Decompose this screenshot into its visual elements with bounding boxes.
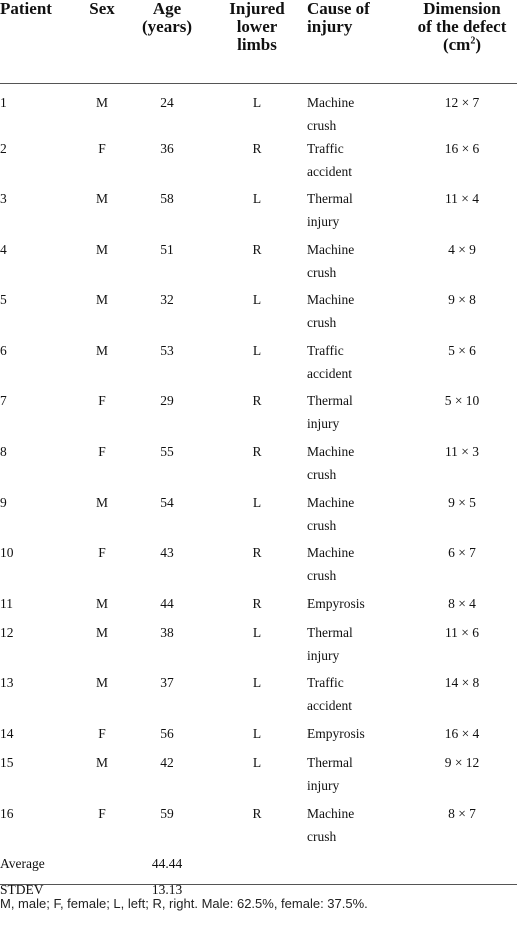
cell-patient: 14 [0,726,14,742]
cell-patient: 4 [0,241,7,257]
cause-line2: injury [307,416,340,432]
cell-patient: 13 [0,675,14,691]
cause-line1: Machine [307,545,355,561]
cell-age: 42 [160,755,174,771]
average-row-label: Average [0,856,45,872]
cell-sex: F [98,393,106,409]
cause-line1: Thermal [307,755,353,771]
cell-age: 32 [160,292,174,308]
cell-limb: L [252,624,262,640]
table-row [0,137,517,188]
cell-cause [307,802,407,853]
cell-sex: F [98,726,106,742]
header-row [0,0,517,83]
average-row-cause [307,852,407,878]
table-row [0,541,517,592]
cell-limb: L [252,675,262,691]
header-dim-line2: of the defect [417,17,507,36]
header-cause [307,0,407,83]
cell-age: 54 [160,494,174,510]
table-footnote: M, male; F, female; L, left; R, right. Male: 62.5%, female: 37.5%. [0,896,368,911]
table-row [0,339,517,390]
cell-age: 43 [160,545,174,561]
cell-limb: R [252,805,262,821]
cell-patient: 2 [0,140,7,156]
cause-line1: Thermal [307,393,353,409]
cause-line1: Traffic [307,675,344,691]
cell-dimension: 12 × 7 [444,94,480,110]
header-limbs [207,0,307,83]
cell-dimension: 8 × 7 [448,805,476,821]
cell-patient: 9 [0,494,7,510]
cell-patient: 8 [0,444,7,460]
cause-line1: Empyrosis [307,726,365,742]
cell-patient: 6 [0,342,7,358]
cell-limb: L [252,726,262,742]
header-patient: Patient [0,0,52,18]
cause-line2: crush [307,828,337,844]
cell-patient: 15 [0,755,14,771]
cell-cause [307,440,407,491]
header-cause-line2: injury [307,17,353,36]
cell-cause [307,339,407,390]
table-row [0,389,517,440]
cell-sex: F [98,805,106,821]
stdev-row-age: 13.13 [151,882,183,898]
table-row [0,288,517,339]
table-row [0,491,517,542]
cell-age: 24 [160,94,174,110]
table-body [0,83,517,909]
cell-patient: 11 [0,595,13,611]
cell-age: 58 [160,191,174,207]
cell-patient: 10 [0,545,14,561]
cause-line1: Thermal [307,624,353,640]
header-limbs-line1: Injured [229,0,285,18]
cell-dimension: 14 × 8 [444,675,480,691]
average-row-age: 44.44 [151,856,183,872]
header-limbs-line2: lower [236,17,278,36]
cause-line2: injury [307,778,340,794]
cell-dimension: 4 × 9 [448,241,476,257]
cause-line1: Empyrosis [307,595,365,611]
cell-limb: R [252,241,262,257]
cell-cause [307,592,407,621]
cause-line1: Machine [307,444,355,460]
header-cause-line1: Cause of [307,0,370,18]
cell-sex: M [95,755,108,771]
cause-line2: accident [307,698,352,714]
table-row [0,671,517,722]
cell-patient: 3 [0,191,7,207]
table-row [0,722,517,751]
cause-line1: Machine [307,805,355,821]
footer-divider [0,884,517,885]
cell-sex: M [95,191,108,207]
cell-patient: 1 [0,94,7,110]
cell-cause [307,671,407,722]
cell-cause [307,491,407,542]
average-row-dim [407,852,517,878]
cause-line1: Machine [307,94,355,110]
cell-dimension: 11 × 4 [444,191,480,207]
cell-dimension: 16 × 4 [444,726,480,742]
cell-dimension: 8 × 4 [448,595,476,611]
cause-line2: injury [307,647,340,663]
cell-patient: 7 [0,393,7,409]
cell-patient: 5 [0,292,7,308]
cell-cause [307,751,407,802]
header-sex: Sex [89,0,115,18]
cell-age: 36 [160,140,174,156]
cell-dimension: 9 × 12 [444,755,480,771]
average-row-sex [77,852,127,878]
cell-age: 59 [160,805,174,821]
cause-line1: Thermal [307,191,353,207]
header-dimension [407,0,517,83]
cell-cause [307,137,407,188]
cell-dimension: 11 × 3 [444,444,480,460]
cause-line1: Machine [307,292,355,308]
cause-line2: injury [307,214,340,230]
cell-sex: M [95,595,108,611]
cell-sex: M [95,94,108,110]
cause-line2: crush [307,264,337,280]
cell-cause [307,83,407,137]
cell-sex: M [95,241,108,257]
cell-sex: M [95,342,108,358]
cell-limb: L [252,191,262,207]
cause-line1: Traffic [307,140,344,156]
stdev-row-dim [407,878,517,909]
cell-patient: 12 [0,624,14,640]
cell-dimension: 9 × 8 [448,292,476,308]
cell-limb: R [252,140,262,156]
cell-age: 37 [160,675,174,691]
cell-cause [307,541,407,592]
header-age-line1: Age [152,0,182,18]
header-age [127,0,207,83]
table-row [0,802,517,853]
cell-cause [307,187,407,238]
cell-dimension: 16 × 6 [444,140,480,156]
cell-cause [307,722,407,751]
table-row [0,187,517,238]
stdev-row-label: STDEV [0,882,44,898]
cell-limb: L [252,342,262,358]
table-row [0,440,517,491]
cause-line2: crush [307,568,337,584]
cell-limb: R [252,545,262,561]
cell-age: 56 [160,726,174,742]
cell-dimension: 5 × 6 [448,342,476,358]
cell-limb: L [252,94,262,110]
average-row-limb [207,852,307,878]
cause-line2: accident [307,365,352,381]
cell-sex: M [95,292,108,308]
cell-limb: L [252,755,262,771]
cell-limb: R [252,595,262,611]
cell-limb: R [252,393,262,409]
header-dim-line1: Dimension [423,0,501,18]
cell-sex: M [95,675,108,691]
cell-limb: L [252,292,262,308]
cause-line2: crush [307,517,337,533]
cell-dimension: 5 × 10 [444,393,480,409]
cell-cause [307,238,407,289]
cell-sex: F [98,444,106,460]
cell-sex: F [98,545,106,561]
average-row [0,852,517,878]
cause-line1: Machine [307,241,355,257]
header-dim-close: ) [475,35,482,54]
cell-cause [307,621,407,672]
cell-sex: M [95,494,108,510]
table-row [0,83,517,137]
cause-line2: accident [307,163,352,179]
cell-sex: F [98,140,106,156]
cell-age: 51 [160,241,174,257]
cell-age: 44 [160,595,174,611]
header-limbs-line3: limbs [237,35,277,54]
table-row [0,621,517,672]
cell-dimension: 6 × 7 [448,545,476,561]
cell-dimension: 11 × 6 [444,624,480,640]
cause-line2: crush [307,315,337,331]
cell-sex: M [95,624,108,640]
table-row [0,751,517,802]
header-dim-sup: 2 [470,35,476,47]
header-age-line2: (years) [141,17,193,36]
cell-age: 38 [160,624,174,640]
cause-line1: Traffic [307,342,344,358]
cell-age: 29 [160,393,174,409]
cell-cause [307,389,407,440]
cell-age: 55 [160,444,174,460]
cause-line2: crush [307,117,337,133]
table-row [0,592,517,621]
cell-limb: R [252,444,262,460]
cell-age: 53 [160,342,174,358]
table-row [0,238,517,289]
cell-cause [307,288,407,339]
cause-line2: crush [307,467,337,483]
cell-dimension: 9 × 5 [448,494,476,510]
cause-line1: Machine [307,494,355,510]
header-dim-unit: (cm [442,35,471,54]
cell-limb: L [252,494,262,510]
cell-patient: 16 [0,805,14,821]
